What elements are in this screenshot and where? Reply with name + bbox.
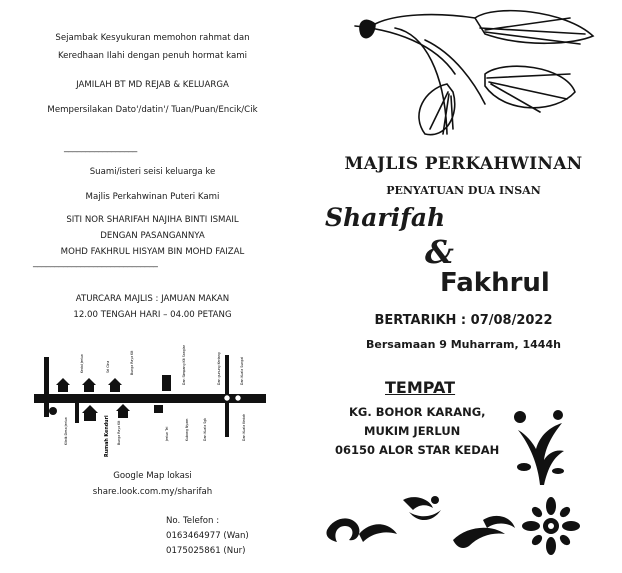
venue-line-1: KG. BOHOR KARANG, [349, 405, 486, 419]
subtitle: PENYATUAN DUA INSAN [386, 184, 541, 197]
program-line-2: 12.00 TENGAH HARI – 04.00 PETANG [73, 310, 232, 320]
program-line-1: ATURCARA MAJLIS : JAMUAN MAKAN [75, 294, 230, 304]
hijri-date: Bersamaan 9 Muharram, 1444h [366, 338, 561, 351]
date-line: BERTARIKH : 07/08/2022 [374, 313, 553, 328]
host-name: JAMILAH BT MD REJAB & KELUARGA [76, 80, 229, 90]
map-label-jerlun-tel: Jerlun Tel [165, 426, 169, 441]
building-icon [162, 375, 171, 391]
map-label-bunga-raya-2: Bunga Raya Kit [117, 420, 121, 445]
event-line: Majlis Perkahwinan Puteri Kami [85, 192, 220, 202]
phone-label: No. Telefon : [166, 516, 220, 526]
divider-line: _____________________________ [33, 258, 158, 268]
floral-swirl-icon [323, 490, 613, 560]
map-label-bunga-raya: Bunga Raya Kit [130, 350, 134, 375]
groom-short-name: Fakhrul [440, 268, 550, 298]
left-panel [0, 0, 305, 573]
invite-line: Mempersilakan Dato'/datin'/ Tuan/Puan/Encik/Cik [47, 105, 258, 115]
location-map [30, 345, 275, 460]
spouse-line: Suami/isteri seisi keluarga ke [89, 167, 216, 177]
house-icon [56, 378, 122, 392]
title: MAJLIS PERKAHWINAN [344, 154, 583, 174]
map-label-dan-kuala-sgk: Dan Kuala Sgk [203, 417, 207, 441]
gmap-label: Google Map lokasi [113, 471, 192, 481]
phone-1: 0163464977 (Wan) [166, 531, 249, 541]
floral-swirl-icon [510, 405, 570, 490]
guest-name-blank: _________________ [64, 143, 138, 153]
map-label-klinik: Klinik Desa Jerlun [64, 417, 68, 445]
venue-line-2: MUKIM JERLUN [364, 424, 461, 438]
phone-2: 0175025861 (Nur) [166, 546, 246, 556]
ampersand: & [425, 233, 454, 271]
map-drawing [30, 345, 275, 460]
with-partner: DENGAN PASANGANNYA [100, 231, 205, 241]
gmap-link[interactable]: share.look.com.my/sharifah [92, 487, 213, 497]
venue-line-3: 06150 ALOR STAR KEDAH [335, 443, 500, 457]
right-panel [305, 0, 622, 573]
clinic-icon [49, 407, 57, 415]
bride-name: SITI NOR SHARIFAH NAJIHA BINTI ISMAIL [66, 215, 239, 225]
groom-name: MOHD FAKHRUL HISYAM BIN MOHD FAIZAL [60, 247, 245, 257]
map-label-rumah: Rumah Kenduri [105, 415, 110, 457]
map-label-kedai: Kedai Jerlun [80, 354, 84, 373]
map-label-dan-kuala-kedah: Dan Kuala Kedah [242, 413, 246, 441]
shop-icon [154, 405, 163, 413]
bride-short-name: Sharifah [325, 203, 446, 232]
opening-line-1: Sejambak Kesyukuran memohon rahmat dan [55, 33, 250, 43]
map-label-dan-gunung: Dan gunung Keriang [217, 352, 221, 385]
ginkgo-branch-icon [335, 4, 605, 144]
map-label-dan-simpang: Dan Simpang Kit Sanglang [182, 345, 186, 385]
map-label-dan-kuala-sungai: Dan Kuala Sungai [240, 356, 244, 385]
venue-heading: TEMPAT [385, 378, 456, 397]
map-label-sri-cina: Sri Cina [106, 360, 110, 373]
house-icon [116, 404, 130, 418]
map-label-kubang: Kubang Nyam [185, 418, 189, 441]
opening-line-2: Keredhaan Ilahi dengan penuh hormat kami [57, 51, 248, 61]
house-kenduri-icon [82, 405, 98, 421]
